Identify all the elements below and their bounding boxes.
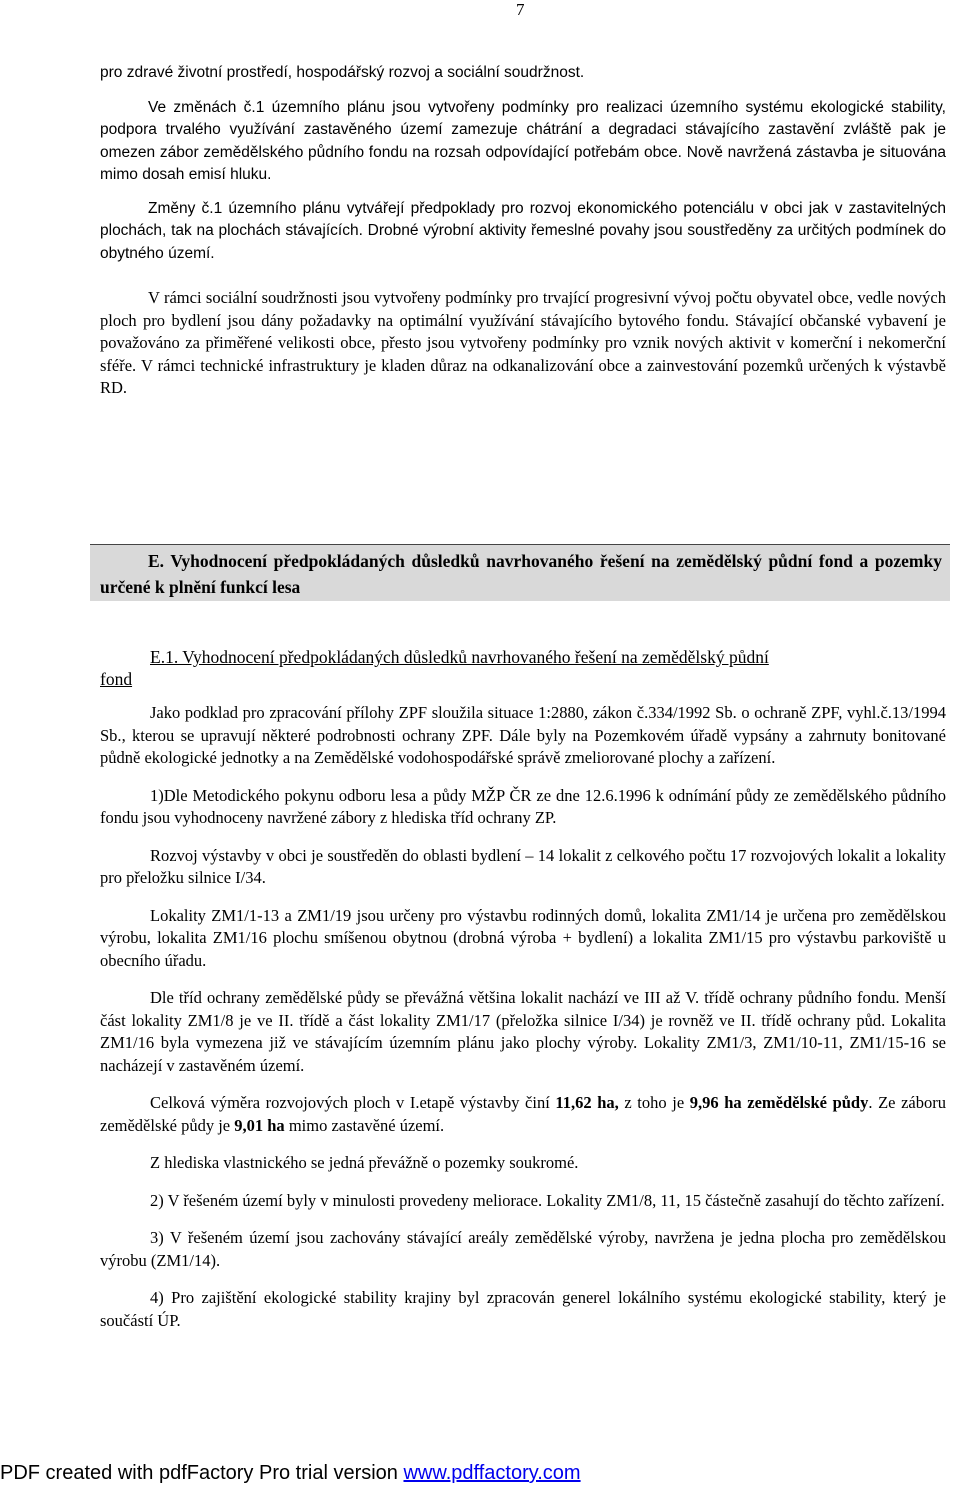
intro-paragraph-2: Ve změnách č.1 územního plánu jsou vytvořeny podmínky pro realizaci územního systému ekologické stability, podpora trvalého využívání zastavěného území zamezuje chátrání a degradaci stávajícího zastavění zvláště pak je omezen zábor zemědělského půdního fondu na rozsah odpovídající potřebám obce. Nově navržená zástavba je situována mimo dosah emisí hluku. [100, 98, 946, 183]
body-p1-a: Jako podklad pro zpracování přílohy ZPF sloužila situace 1:2880, zákon č.334/1992 Sb. o ochraně ZPF, vyhl.č.13/1994 Sb. [100, 703, 946, 745]
body-p6-t1: Celková výměra rozvojových ploch v I.etapě výstavby činí [150, 1093, 556, 1112]
outside-area-value: 9,01 ha [234, 1115, 285, 1135]
social-text-a: V rámci sociální soudržnosti jsou vytvořeny podmínky pro trvající progresivní vývoj počtu obyvatel obce, vedle nových ploch pro bydlení jsou dány požadavky na optimální využívání stávajícího bytového fondu. [100, 288, 946, 330]
body-paragraph-4: Lokality ZM1/1-13 a ZM1/19 jsou určeny pro výstavbu rodinných domů, lokalita ZM1/14 je určena pro zemědělskou výrobu, lokalita ZM1/16 plochu smíšenou obytnou (drobná výroba + bydlení) a lokalita ZM1/15 pro výstavbu parkoviště u obecního úřadu. [100, 905, 946, 970]
social-text-b: Stávající občanské vybavení je považováno za přiměřené velikosti obce, přesto jsou vytvořeny podmínky pro vznik nových aktivit v komerční i nekomerční sféře. V rámci technické infrastruktury je kladen důraz na odkanalizování obce a zainvestování pozemků určených k výstavbě RD. [100, 310, 946, 397]
footer-link[interactable]: www.pdffactory.com [403, 1462, 581, 1484]
page-number: 7 [516, 0, 525, 19]
body-p6-t3: . Ze záboru zemědělské půdy je [100, 1093, 946, 1135]
subsection-heading-line-2: fond [100, 669, 133, 689]
body-section [100, 702, 946, 1332]
body-p1-b: , kterou se upravují některé podrobnosti ochrany ZPF. Dále byly na Pozemkovém úřadě vypsány a zahrnuty bonitované půdně ekologické jednotky a na Zemědělské vodohospodářské správě zmeliorované plochy a zařízení. [100, 725, 946, 767]
social-paragraph [100, 287, 946, 400]
section-heading: E. Vyhodnocení předpokládaných důsledků navrhovaného řešení na zemědělský půdní fond a pozemky určené k plnění funkcí lesa [100, 551, 942, 597]
footer-text: PDF created with pdfFactory Pro trial version [0, 1462, 404, 1484]
body-paragraph-7: Z hlediska vlastnického se jedná převážně o pozemky soukromé. [150, 1153, 579, 1172]
body-paragraph-5: Dle tříd ochrany zemědělské půdy se převážná většina lokalit nachází ve III až V. třídě ochrany půdního fondu. Menší část lokality ZM1/8 je ve II. třídě a část lokality ZM1/17 (přeložka silnice I/34) je rovněž ve II. třídě ochrany půd. Lokalita ZM1/16 byla vymezena již ve stávajícím územním plánu jako plochy výroby. Lokality ZM1/3, ZM1/10-11, ZM1/15-16 se nacházejí v zastavěném území. [100, 988, 946, 1075]
intro-section [100, 62, 946, 265]
body-paragraph-1 [100, 702, 946, 770]
body-paragraph-9: 3) V řešeném území jsou zachovány stávající areály zemědělské výroby, navržena je jedna plocha pro zemědělskou výrobu (ZM1/14). [100, 1228, 946, 1270]
body-p6-t2: z toho je [618, 1093, 690, 1112]
pdf-footer [0, 1462, 960, 1485]
body-paragraph-3: Rozvoj výstavby v obci je soustředěn do oblasti bydlení – 14 lokalit z celkového počtu 17 rozvojových lokalit a lokality pro přeložku silnice I/34. [100, 845, 946, 887]
body-p6-t4: mimo zastavěné území. [284, 1115, 445, 1135]
section-heading-box [90, 544, 950, 601]
agricultural-area-value: 9,96 ha zemědělské půdy [689, 1093, 869, 1112]
intro-paragraph-1: pro zdravé životní prostředí, hospodářský rozvoj a sociální soudržnost. [100, 64, 585, 81]
body-paragraph-8: 2) V řešeném území byly v minulosti provedeny meliorace. Lokality ZM1/8, 11, 15 částečně zasahují do těchto zařízení. [150, 1190, 945, 1210]
intro-paragraph-3: Změny č.1 územního plánu vytvářejí předpoklady pro rozvoj ekonomického potenciálu v obci jak v zastavitelných plochách, tak na plochách stávajících. Drobné výrobní aktivity řemeslné povahy jsou soustředěny za určitých podmínek do obytného území. [100, 199, 946, 262]
body-paragraph-10: 4) Pro zajištění ekologické stability krajiny byl zpracován generel lokálního systému ekologické stability, který je součástí ÚP. [100, 1288, 946, 1330]
body-paragraph-6 [100, 1092, 946, 1137]
social-section [100, 287, 946, 400]
body-paragraph-2: 1)Dle Metodického pokynu odboru lesa a půdy MŽP ČR ze dne 12.6.1996 k odnímání půdy ze zemědělského půdního fondu jsou vyhodnoceny navržené zábory z hlediska tříd ochrany ZP. [100, 785, 946, 827]
total-area-value: 11,62 ha, [555, 1093, 619, 1112]
subsection-heading-line-1: E.1. Vyhodnocení předpokládaných důsledků navrhovaného řešení na zemědělský půdní [150, 647, 769, 667]
subsection-heading [100, 645, 946, 695]
